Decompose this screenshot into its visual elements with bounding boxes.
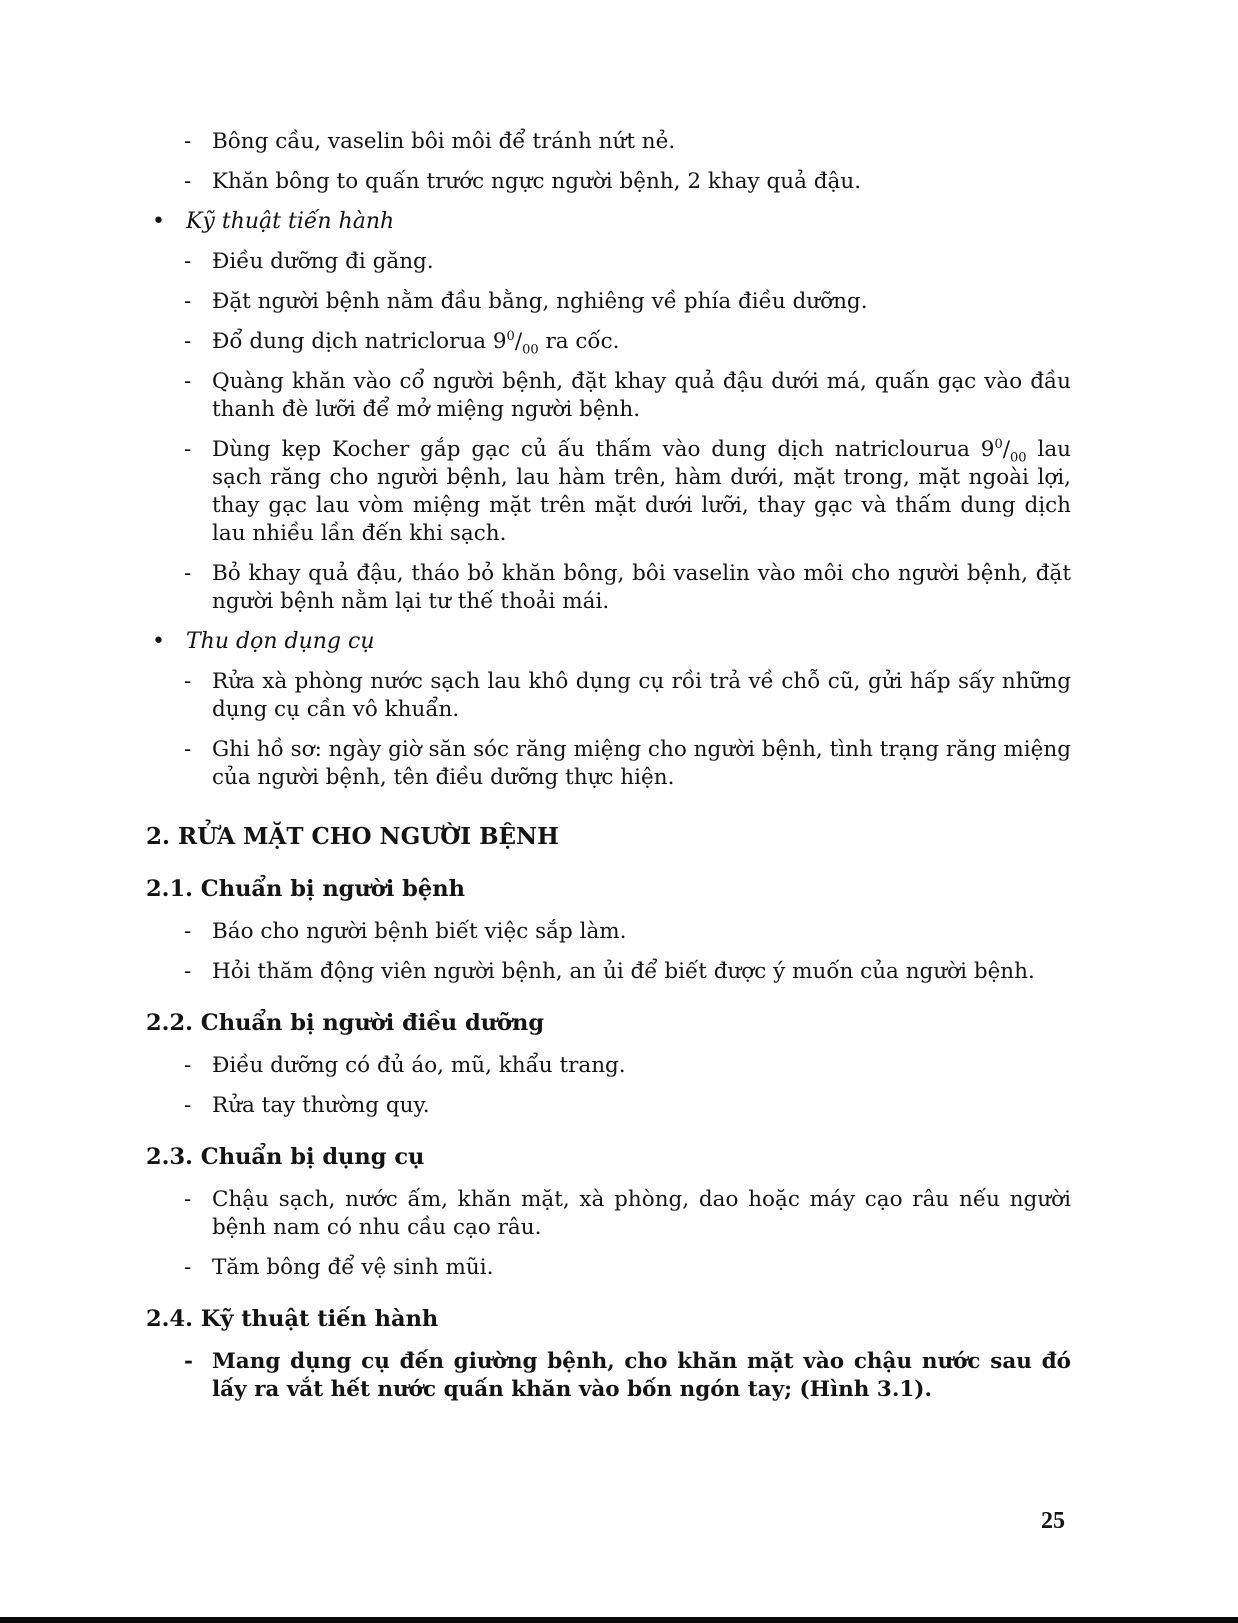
- ratio-sup: 0: [994, 436, 1003, 452]
- dash-marker: -: [184, 1255, 192, 1280]
- list-item: [146, 1254, 1071, 1282]
- dash-marker: -: [184, 669, 192, 694]
- ratio-sup: 0: [506, 328, 515, 344]
- list-item: [146, 168, 1071, 196]
- list-item: [146, 1186, 1071, 1242]
- list-item: [146, 1052, 1071, 1080]
- list-item-text: Dùng kẹp Kocher gắp gạc củ ấu thấm vào dung dịch natriclourua 9: [212, 437, 995, 462]
- dash-marker: -: [184, 959, 192, 984]
- dash-marker: -: [184, 737, 192, 762]
- list-item-text: Mang dụng cụ đến giường bệnh, cho khăn mặt vào chậu nước sau đó lấy ra vắt hết nước quấn khăn vào bốn ngón tay; (Hình 3.1).: [212, 1349, 1071, 1402]
- list-item: [146, 1092, 1071, 1120]
- list-item-text: Đổ dung dịch natriclorua 9: [212, 329, 507, 354]
- list-item: [146, 128, 1071, 156]
- dash-marker: -: [184, 329, 192, 354]
- dash-marker: -: [184, 129, 192, 154]
- list-item-text: Rửa tay thường quy.: [212, 1093, 430, 1118]
- list-item-text: Chậu sạch, nước ấm, khăn mặt, xà phòng, dao hoặc máy cạo râu nếu người bệnh nam có nhu cầu cạo râu.: [212, 1187, 1071, 1240]
- list-item-text: Bỏ khay quả đậu, tháo bỏ khăn bông, bôi vaselin vào môi cho người bệnh, đặt người bệnh nằm lại tư thế thoải mái.: [212, 561, 1071, 614]
- dash-marker: -: [184, 289, 192, 314]
- section-title: 2. RỬA MẶT CHO NGƯỜI BỆNH: [146, 823, 559, 850]
- list-item-text: Bông cầu, vaselin bôi môi để tránh nứt nẻ.: [212, 129, 676, 154]
- dash-marker: -: [184, 1093, 192, 1118]
- list-item-text: Hỏi thăm động viên người bệnh, an ủi để biết được ý muốn của người bệnh.: [212, 959, 1035, 984]
- dash-marker: -: [184, 919, 192, 944]
- dash-marker: -: [184, 249, 192, 274]
- subsection-title: 2.4. Kỹ thuật tiến hành: [146, 1306, 439, 1332]
- list-item: [146, 958, 1071, 986]
- dash-marker: -: [184, 369, 192, 394]
- dash-marker: -: [184, 437, 192, 462]
- list-item: [146, 918, 1071, 946]
- bullet-marker: •: [152, 629, 165, 654]
- bullet-marker: •: [152, 209, 165, 234]
- list-item: [146, 736, 1071, 792]
- list-item: [146, 248, 1071, 276]
- text-column: [146, 128, 1071, 1404]
- ratio-sub: 00: [522, 342, 539, 358]
- list-item-text: Tăm bông để vệ sinh mũi.: [212, 1255, 494, 1280]
- list-item-text: Đặt người bệnh nằm đầu bằng, nghiêng về phía điều dưỡng.: [212, 289, 868, 314]
- page-number: 25: [1041, 1508, 1065, 1534]
- list-item-text: Điều dưỡng có đủ áo, mũ, khẩu trang.: [212, 1053, 626, 1078]
- list-item-text: Điều dưỡng đi găng.: [212, 249, 434, 274]
- list-item-text: Khăn bông to quấn trước ngực người bệnh, 2 khay quả đậu.: [212, 169, 862, 194]
- dash-marker: -: [184, 1053, 192, 1078]
- ratio-slash: /: [1002, 437, 1011, 462]
- ratio-sub: 00: [1010, 450, 1027, 466]
- list-item-text: Báo cho người bệnh biết việc sắp làm.: [212, 919, 627, 944]
- list-item: [146, 1348, 1071, 1404]
- list-item: [146, 368, 1071, 424]
- list-item-text: ra cốc.: [538, 329, 620, 354]
- dash-marker: -: [184, 1187, 192, 1212]
- cleanup-heading: Thu dọn dụng cụ: [186, 629, 375, 654]
- list-item-text: Ghi hồ sơ: ngày giờ săn sóc răng miệng cho người bệnh, tình trạng răng miệng của người bệnh, tên điều dưỡng thực hiện.: [212, 737, 1071, 790]
- list-item: [146, 668, 1071, 724]
- list-item-text: lau sạch răng cho người bệnh, lau hàm trên, hàm dưới, mặt trong, mặt ngoài lợi, thay gạc lau vòm miệng mặt trên mặt dưới lưỡi, thay gạc và thấm dung dịch lau nhiều lần đến khi sạch.: [212, 437, 1071, 546]
- list-item: [146, 560, 1071, 616]
- bullet-heading: [146, 628, 1071, 656]
- bullet-heading: [146, 208, 1071, 236]
- dash-marker: -: [184, 169, 192, 194]
- subsection-title: 2.3. Chuẩn bị dụng cụ: [146, 1144, 425, 1170]
- subsection-title: 2.2. Chuẩn bị người điều dưỡng: [146, 1010, 545, 1036]
- subsection-title: 2.1. Chuẩn bị người bệnh: [146, 876, 465, 902]
- list-item-text: Rửa xà phòng nước sạch lau khô dụng cụ rồi trả về chỗ cũ, gửi hấp sấy những dụng cụ cần vô khuẩn.: [212, 669, 1071, 722]
- ratio-slash: /: [514, 329, 523, 354]
- technique-heading: Kỹ thuật tiến hành: [186, 209, 395, 234]
- list-item: [146, 328, 1071, 356]
- scan-bottom-edge: [0, 1617, 1238, 1623]
- dash-marker: -: [184, 1349, 193, 1374]
- list-item-text: Quàng khăn vào cổ người bệnh, đặt khay quả đậu dưới má, quấn gạc vào đầu thanh đè lưỡi để mở miệng người bệnh.: [212, 369, 1071, 422]
- list-item: [146, 288, 1071, 316]
- list-item: [146, 436, 1071, 548]
- dash-marker: -: [184, 561, 192, 586]
